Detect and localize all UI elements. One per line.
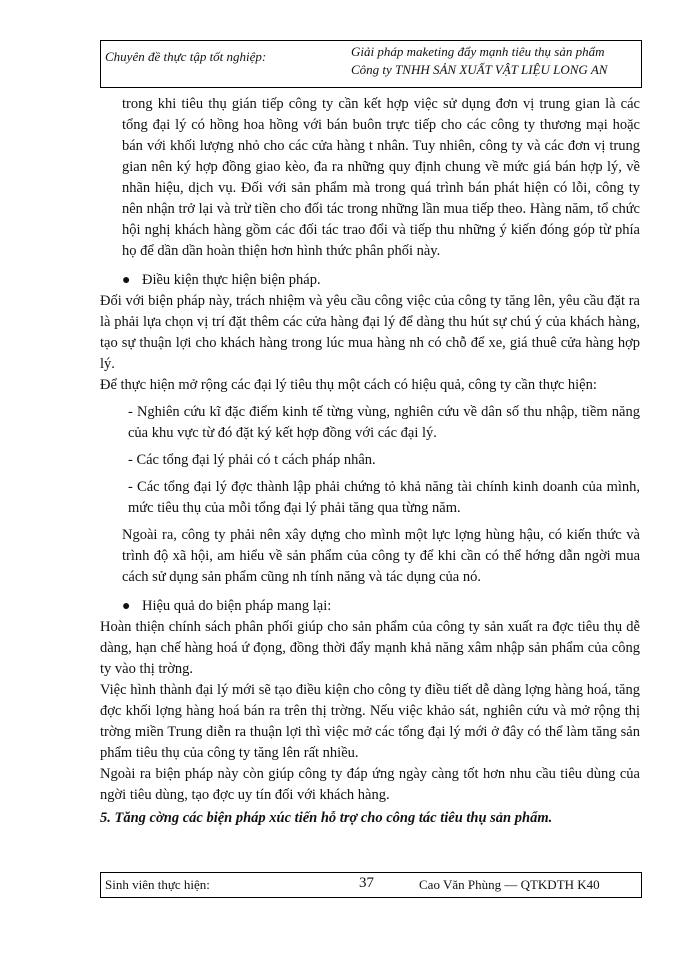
dash-item-2: - Các tổng đại lý phải có t cách pháp nhân. [128, 452, 376, 468]
footer-author: Cao Văn Phùng — QTKDTH K40 [419, 877, 600, 892]
paragraph-5: Hoàn thiện chính sách phân phối giúp cho sản phẩm của công ty sản xuất ra đợc tiêu thụ dễ dàng, hạn chế hàng hoá ứ đọng, đồng thời đẩy mạnh khả năng xâm nhập sản phẩm của công ty vào thị trờng. [100, 619, 640, 677]
paragraph-4: Ngoài ra, công ty phải nên xây dựng cho mình một lực lợng hùng hậu, có kiến thức và trình độ xã hội, am hiểu về sản phẩm của công ty để khi cần có thể hớng dẫn ngời mua cách sử dụng sản phẩm cũng nh tính năng và tác dụng của nó. [122, 527, 640, 585]
header-right-title [351, 43, 607, 79]
document-body [100, 94, 640, 829]
header-right-line1: Giải pháp maketing đẩy mạnh tiêu thụ sản phẩm [351, 44, 605, 59]
bullet-conditions-label: Điều kiện thực hiện biện pháp. [142, 272, 321, 288]
footer-student-label: Sinh viên thực hiện: [105, 877, 210, 892]
bullet-icon: ● [122, 273, 131, 288]
page-footer [100, 872, 642, 898]
paragraph-3: Để thực hiện mở rộng các đại lý tiêu thụ một cách có hiệu quả, công ty cần thực hiện: [100, 377, 597, 393]
page-header [100, 40, 642, 88]
paragraph-6: Việc hình thành đại lý mới sẽ tạo điều kiện cho công ty điều tiết dễ dàng lợng hàng hoá, tăng đợc khối lợng hàng hoá bán ra trên thị trờng. Nếu việc khảo sát, nghiên cứu và mở rộng thị trờng miền Trung diễn ra thuận lợi thì việc mở các tổng đại lý mới ở đây có thể làm tăng sản phẩm tiêu thụ của công ty tăng lên rất nhiều. [100, 682, 640, 761]
paragraph-2: Đối với biện pháp này, trách nhiệm và yêu cầu công việc của công ty tăng lên, yêu cầu đặt ra là phải lựa chọn vị trí đặt thêm các cửa hàng đại lý để dàng thu hút sự chú ý của khách hàng, tạo sự thuận lợi cho khách hàng trong lúc mua hàng nh có chỗ để xe, giá thuê cửa hàng hợp lý. [100, 293, 640, 372]
bullet-effects [100, 596, 640, 617]
dash-item-3: - Các tổng đại lý đợc thành lập phải chứng tỏ khả năng tài chính kinh doanh của mình, mức tiêu thụ của mỗi tổng đại lý phải tăng qua từng năm. [128, 479, 640, 516]
paragraph-1: trong khi tiêu thụ gián tiếp công ty cần kết hợp việc sử dụng đơn vị trung gian là các tổng đại lý có hồng hoa hồng với bán buôn trực tiếp cho các công ty thương mại hoặc bán với khối lượng nhỏ cho các cửa hàng t nhân. Tuy nhiên, công ty và các đơn vị trung gian nên ký hợp đồng giao kèo, đa ra những quy định chung về mức giá bán hợp lý, về nhãn hiệu, dịch vụ. Đối với sản phẩm mà trong quá trình bán phát hiện có lỗi, công ty nên nhận trở lại và trừ tiền cho đối tác trong những lần mua tiếp theo. Hàng năm, tổ chức hội nghị khách hàng gồm các đối tác trao đổi và tiếp thu những ý kiến đóng góp từ phía họ để dần dần hoàn thiện hơn hình thức phân phối này. [122, 96, 640, 259]
bullet-icon: ● [122, 599, 131, 614]
section-heading-5: 5. Tăng cờng các biện pháp xúc tiến hỗ trợ cho công tác tiêu thụ sản phẩm. [100, 810, 553, 826]
header-right-line2: Công ty TNHH SẢN XUẤT VẬT LIỆU LONG AN [351, 62, 608, 77]
bullet-conditions [100, 270, 640, 291]
bullet-effects-label: Hiệu quả do biện pháp mang lại: [142, 598, 332, 614]
dash-item-1: - Nghiên cứu kĩ đặc điểm kinh tế từng vùng, nghiên cứu về dân số thu nhập, tiềm năng của khu vực từ đó đặt ký kết hợp đồng với các đại lý. [128, 404, 640, 441]
paragraph-7: Ngoài ra biện pháp này còn giúp công ty đáp ứng ngày càng tốt hơn nhu cầu tiêu dùng của ngời tiêu dùng, tạo đợc uy tín đối với khách hàng. [100, 766, 640, 803]
page-number: 37 [359, 875, 374, 891]
header-left-title: Chuyên đề thực tập tốt nghiệp: [105, 49, 267, 64]
